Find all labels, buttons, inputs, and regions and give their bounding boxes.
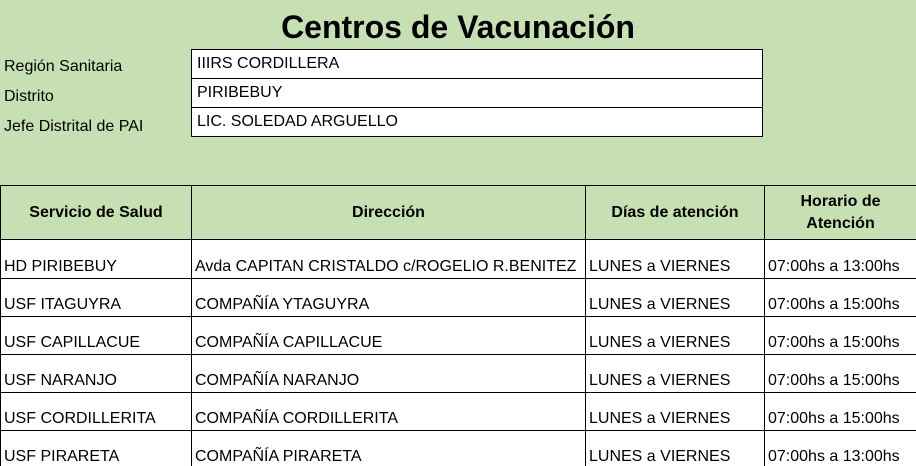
cell-direccion[interactable]: Avda CAPITAN CRISTALDO c/ROGELIO R.BENITEZ (192, 240, 586, 279)
header-direccion[interactable]: Dirección (192, 186, 586, 240)
district-label: Distrito (4, 88, 54, 105)
table-row (1, 393, 916, 431)
table-row (1, 355, 916, 393)
table-row (1, 431, 916, 466)
chief-field[interactable] (191, 107, 763, 137)
header-dias[interactable]: Días de atención (586, 186, 765, 240)
chief-label: Jefe Distrital de PAI (4, 118, 144, 135)
district-field[interactable] (191, 78, 763, 108)
table-row (1, 240, 916, 279)
cell-servicio[interactable]: HD PIRIBEBUY (1, 240, 192, 279)
cell-dias[interactable]: LUNES a VIERNES (586, 431, 765, 466)
cell-direccion[interactable]: COMPAÑÍA CAPILLACUE (192, 317, 586, 355)
cell-direccion[interactable]: COMPAÑÍA CORDILLERITA (192, 393, 586, 431)
cell-servicio[interactable]: USF CORDILLERITA (1, 393, 192, 431)
cell-servicio[interactable]: USF PIRARETA (1, 431, 192, 466)
cell-horario[interactable]: 07:00hs a 15:00hs (765, 279, 916, 317)
cell-direccion[interactable]: COMPAÑÍA NARANJO (192, 355, 586, 393)
cell-horario[interactable]: 07:00hs a 15:00hs (765, 317, 916, 355)
cell-dias[interactable]: LUNES a VIERNES (586, 393, 765, 431)
table-row (1, 317, 916, 355)
page-title: Centros de Vacunación (281, 9, 635, 45)
cell-horario[interactable]: 07:00hs a 15:00hs (765, 393, 916, 431)
chief-value: LIC. SOLEDAD ARGUELLO (197, 113, 398, 130)
header-horario[interactable]: Horario de Atención (765, 186, 916, 240)
district-value: PIRIBEBUY (197, 84, 283, 101)
cell-horario[interactable]: 07:00hs a 13:00hs (765, 240, 916, 279)
cell-servicio[interactable]: USF CAPILLACUE (1, 317, 192, 355)
cell-direccion[interactable]: COMPAÑÍA PIRARETA (192, 431, 586, 466)
cell-dias[interactable]: LUNES a VIERNES (586, 355, 765, 393)
table-header-row (1, 186, 916, 240)
cell-direccion[interactable]: COMPAÑÍA YTAGUYRA (192, 279, 586, 317)
cell-dias[interactable]: LUNES a VIERNES (586, 317, 765, 355)
cell-servicio[interactable]: USF ITAGUYRA (1, 279, 192, 317)
cell-horario[interactable]: 07:00hs a 13:00hs (765, 431, 916, 466)
cell-servicio[interactable]: USF NARANJO (1, 355, 192, 393)
vaccination-table (0, 185, 916, 466)
cell-dias[interactable]: LUNES a VIERNES (586, 240, 765, 279)
cell-horario[interactable]: 07:00hs a 15:00hs (765, 355, 916, 393)
region-value: IIIRS CORDILLERA (197, 55, 340, 72)
region-label: Región Sanitaria (4, 58, 123, 75)
cell-dias[interactable]: LUNES a VIERNES (586, 279, 765, 317)
table-row (1, 279, 916, 317)
region-field[interactable] (191, 49, 763, 79)
header-servicio[interactable]: Servicio de Salud (1, 186, 192, 240)
